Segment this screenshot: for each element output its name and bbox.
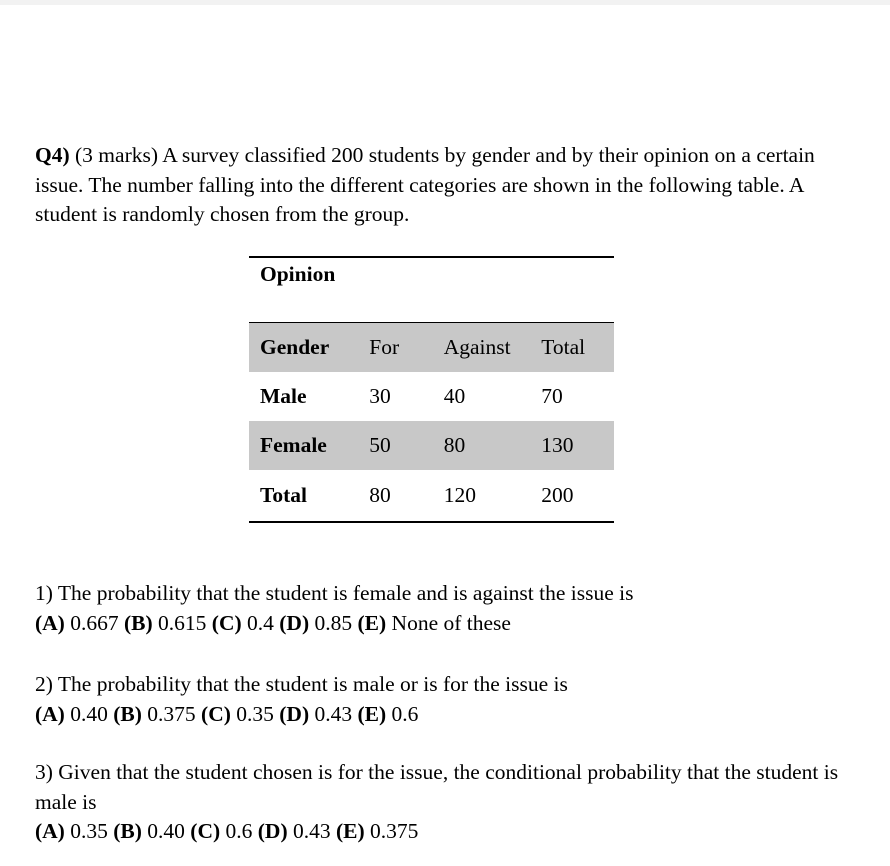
table-cell: 40 <box>443 384 466 408</box>
table-cell: 70 <box>541 384 563 408</box>
answer-options <box>35 609 855 639</box>
option-key: (E) <box>336 819 365 843</box>
row-label: Male <box>260 384 307 408</box>
option-value: 0.35 <box>64 819 114 843</box>
table-title-row <box>249 257 614 323</box>
question-intro <box>35 141 855 230</box>
option-key: (D) <box>279 701 310 726</box>
option-key: (B) <box>113 701 142 726</box>
subquestion-1 <box>35 579 855 638</box>
option-key: (C) <box>201 701 231 726</box>
subquestion-text: 1) The probability that the student is female and is against the issue is <box>35 581 634 605</box>
option-value: 0.43 <box>309 701 358 726</box>
option-value: 0.40 <box>64 701 114 726</box>
option-value: None of these <box>386 610 511 635</box>
header-gender: Gender <box>249 323 369 373</box>
table-cell: 130 <box>541 421 614 470</box>
option-value: 0.6 <box>220 819 258 843</box>
row-label: Total <box>260 483 307 507</box>
option-key: (A) <box>35 610 65 635</box>
option-key: (A) <box>35 819 65 843</box>
subquestion-text: 2) The probability that the student is male or is for the issue is <box>35 672 568 696</box>
option-value: 0.375 <box>364 819 419 843</box>
header-total: Total <box>541 323 614 373</box>
table-cell: 120 <box>443 483 476 507</box>
option-value: 0.43 <box>287 819 336 843</box>
top-strip <box>0 0 890 5</box>
header-for: For <box>369 323 443 373</box>
option-value: 0.615 <box>152 610 212 635</box>
table-cell: 200 <box>541 483 574 507</box>
table-row-female <box>249 421 614 470</box>
option-value: 0.375 <box>141 701 202 726</box>
option-value: 0.40 <box>141 819 191 843</box>
survey-table-container <box>249 256 614 523</box>
table-cell: 30 <box>369 384 391 408</box>
option-key: (D) <box>257 819 288 843</box>
header-against: Against <box>444 323 542 373</box>
option-value: 0.667 <box>64 610 124 635</box>
option-key: (C) <box>190 819 221 843</box>
answer-options <box>35 817 855 847</box>
subquestion-3 <box>35 758 855 847</box>
table-row-male <box>249 372 614 421</box>
table-title: Opinion <box>260 262 336 286</box>
survey-table <box>249 256 614 523</box>
option-key: (B) <box>113 819 142 843</box>
option-value: 0.85 <box>309 610 358 635</box>
subquestion-2 <box>35 670 855 729</box>
table-cell: 80 <box>369 483 391 507</box>
option-key: (C) <box>211 610 242 635</box>
option-value: 0.6 <box>386 701 419 726</box>
option-value: 0.35 <box>230 701 280 726</box>
option-key: (D) <box>279 610 310 635</box>
option-key: (E) <box>357 701 387 726</box>
table-header-row <box>249 323 614 373</box>
question-intro-text: (3 marks) A survey classified 200 students by gender and by their opinion on a certain issue. The number falling into the different categories are shown in the following table. A student is randomly chosen from the group. <box>35 143 815 226</box>
answer-options <box>35 700 855 730</box>
table-row-total <box>249 470 614 522</box>
table-cell: 80 <box>444 421 542 470</box>
question-number: Q4) <box>35 143 70 167</box>
option-key: (A) <box>35 701 65 726</box>
option-value: 0.4 <box>241 610 280 635</box>
option-key: (B) <box>123 610 153 635</box>
option-key: (E) <box>357 610 387 635</box>
subquestion-text: 3) Given that the student chosen is for the issue, the conditional probability that the student is male is <box>35 760 839 814</box>
row-label: Female <box>249 421 369 470</box>
table-cell: 50 <box>369 421 443 470</box>
